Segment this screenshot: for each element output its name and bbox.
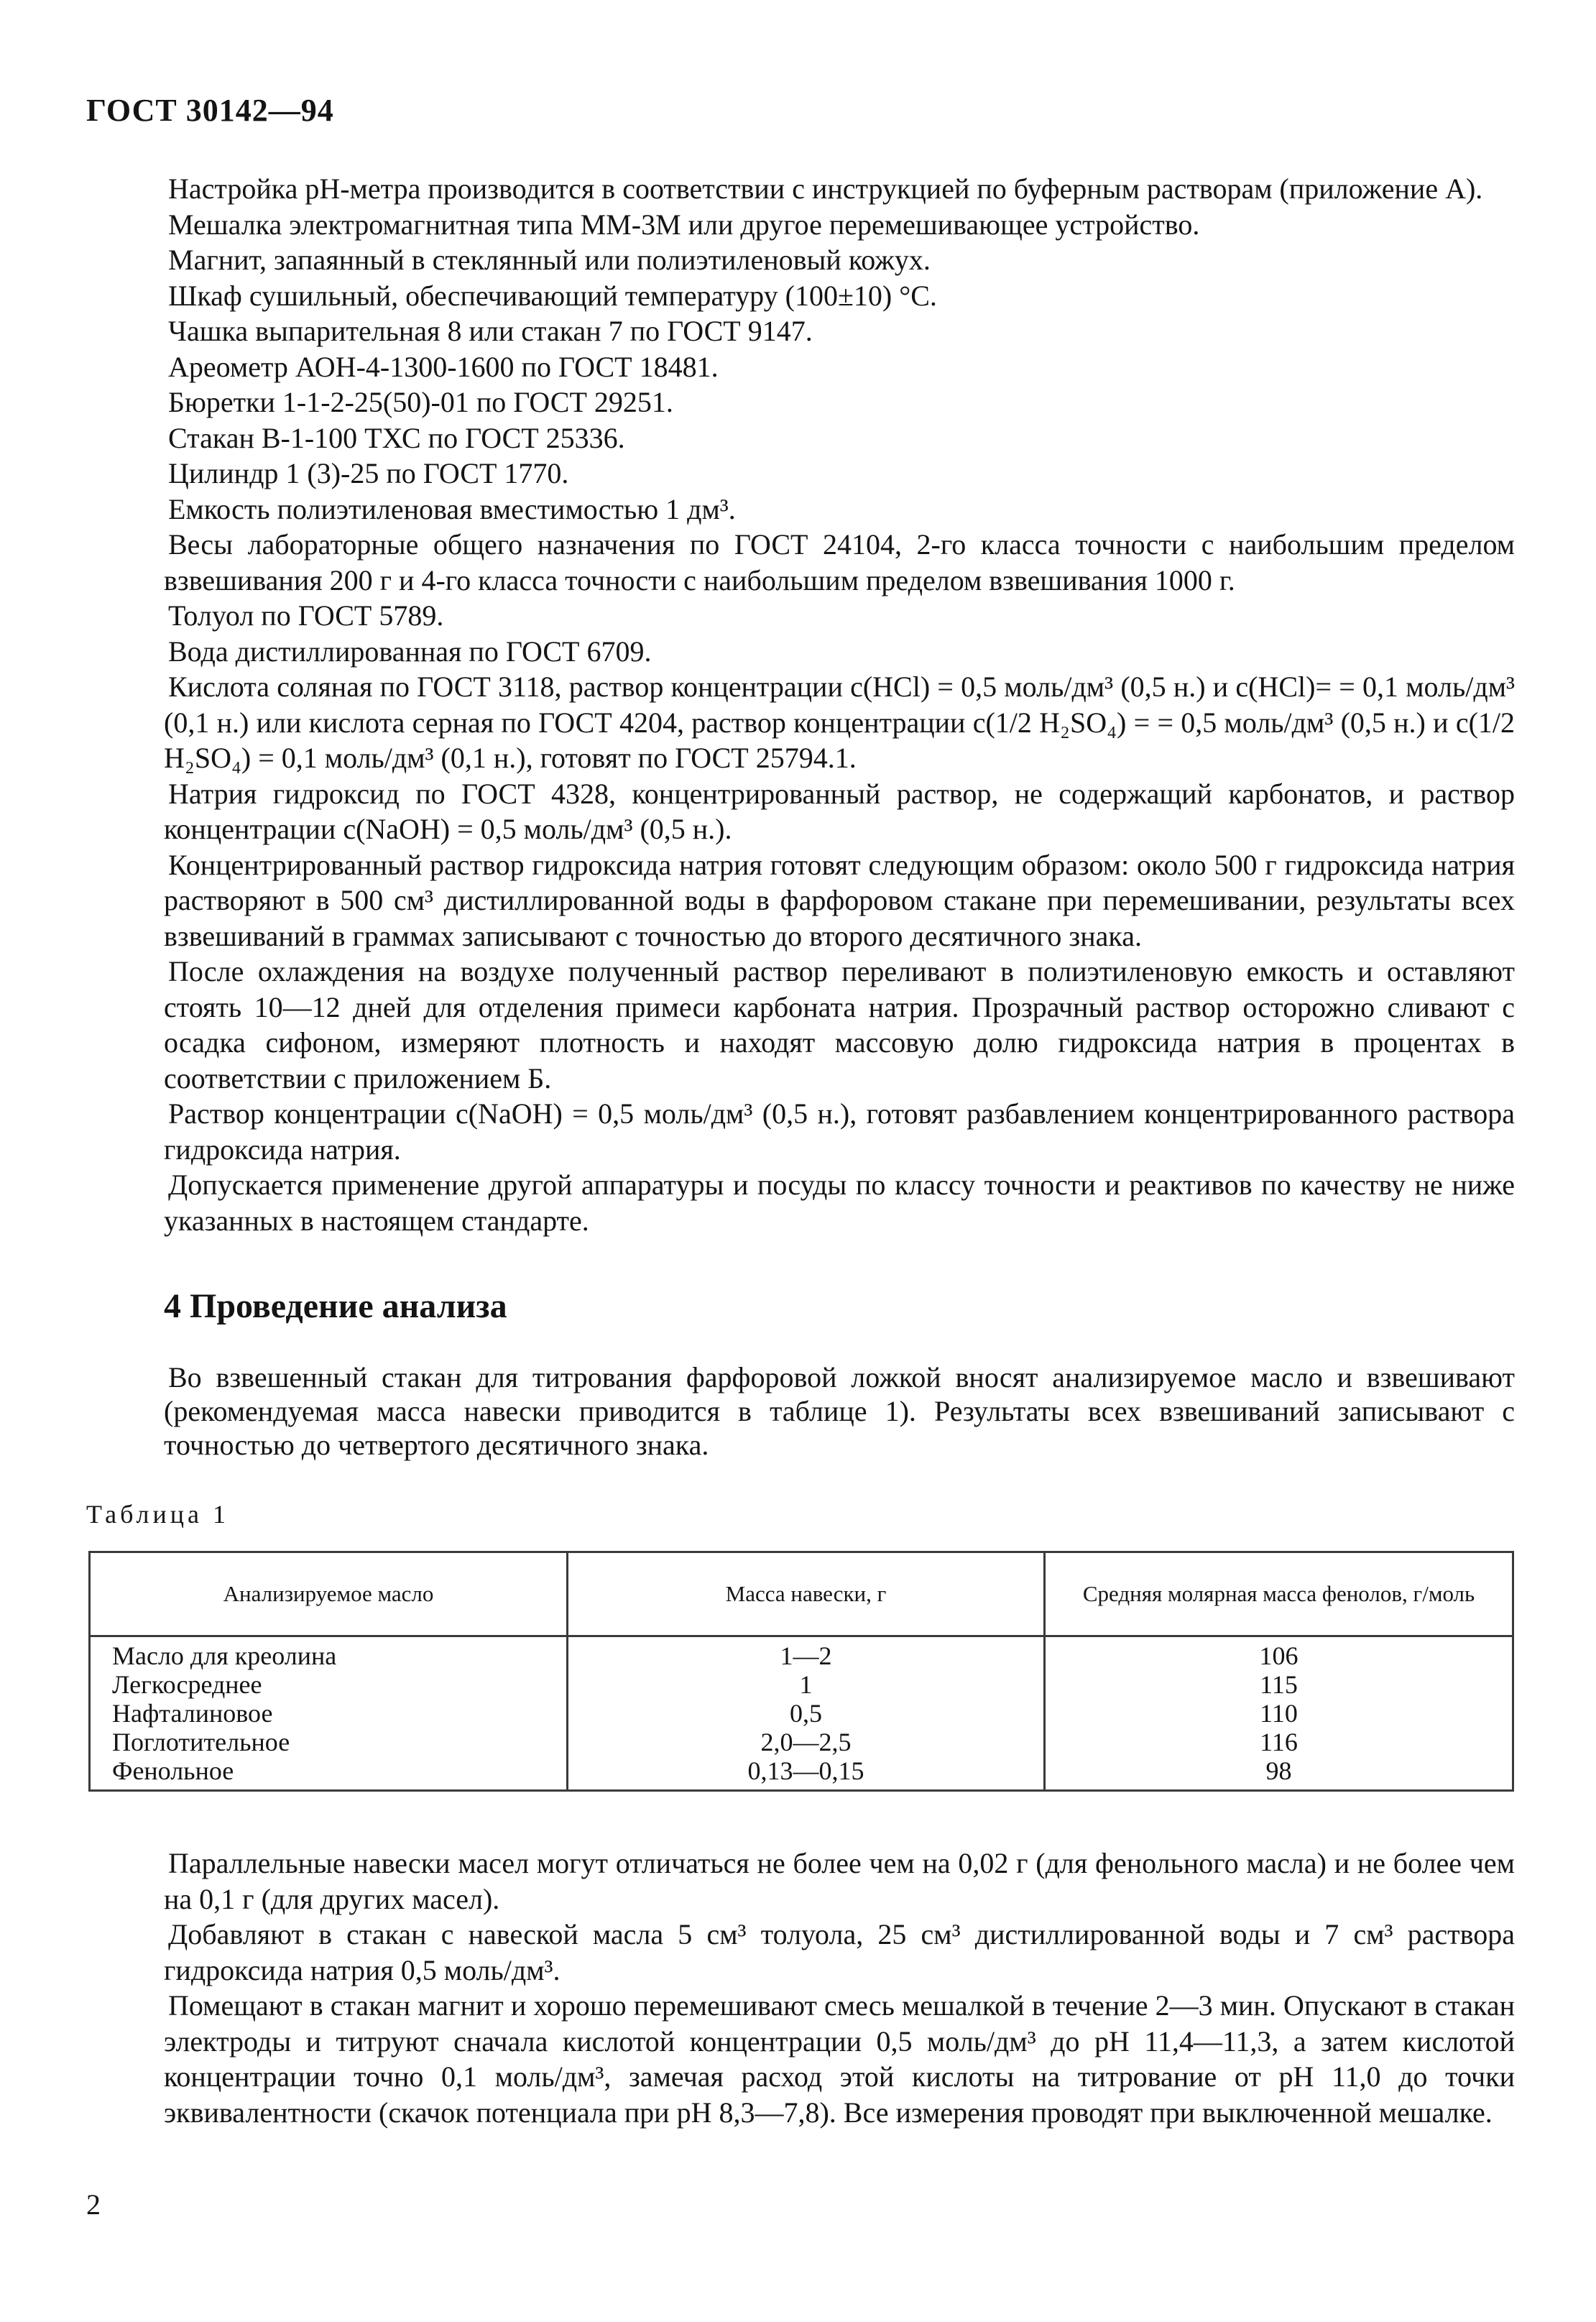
table-row — [90, 1699, 1513, 1728]
table-caption: Таблица 1 — [86, 1500, 229, 1529]
cell-oil: Масло для креолина — [90, 1636, 568, 1671]
paragraph: Концентрированный раствор гидроксида натрия готовят следующим образом: около 500 г гидроксида натрия растворяют в 500 см³ дистиллированной воды в фарфоровом стакане при перемешивании, результаты всех взвешиваний в граммах записывают с точностью до второго десятичного знака. — [164, 848, 1515, 952]
cell-molar-mass: 116 — [1045, 1728, 1513, 1756]
paragraph: Помещают в стакан магнит и хорошо перемешивают смесь мешалкой в течение 2—3 мин. Опускают в стакан электроды и титруют сначала кислотой концентрации 0,5 моль/дм³ до pH 11,4—11,3, а затем кислотой концентрации точно 0,1 моль/дм³, замечая расход этой кислоты на титрование от pH 11,0 до точки эквивалентности (скачок потенциала при pH 8,3—7,8). Все измерения проводят при выключенной мешалке. — [164, 1989, 1515, 2129]
procedure-text — [164, 1846, 1515, 2130]
cell-oil: Легкосреднее — [90, 1670, 568, 1699]
analysis-intro-text — [164, 1360, 1515, 1462]
equipment-and-reagents-text — [164, 171, 1515, 1238]
paragraph: Шкаф сушильный, обеспечивающий температуру (100±10) °С. — [168, 279, 937, 312]
table-row — [90, 1670, 1513, 1699]
cell-oil: Нафталиновое — [90, 1699, 568, 1728]
page-number: 2 — [86, 2188, 101, 2221]
paragraph: Раствор концентрации c(NaOH) = 0,5 моль/дм³ (0,5 н.), готовят разбавлением концентрированного раствора гидроксида натрия. — [164, 1097, 1515, 1166]
cell-sample-mass: 1 — [568, 1670, 1045, 1699]
document-code: ГОСТ 30142—94 — [86, 93, 334, 128]
table-header-row — [90, 1552, 1513, 1636]
paragraph: Кислота соляная по ГОСТ 3118, раствор концентрации c(HCl) = 0,5 моль/дм³ (0,5 н.) и c(HCl)= = 0,1 моль/дм³ (0,1 н.) или кислота серная по ГОСТ 4204, раствор концентрации c(1/2 H₂SO₄) = = 0,5 моль/дм³ (0,5 н.) и c(1/2 H₂SO₄) = 0,1 моль/дм³ (0,1 н.), готовят по ГОСТ 25794.1. — [164, 671, 1516, 774]
cell-sample-mass: 2,0—2,5 — [568, 1728, 1045, 1756]
cell-molar-mass: 98 — [1045, 1756, 1513, 1791]
paragraph: Бюретки 1-1-2-25(50)-01 по ГОСТ 29251. — [168, 386, 673, 418]
paragraph: Добавляют в стакан с навеской масла 5 см³ толуола, 25 см³ дистиллированной воды и 7 см³ раствора гидроксида натрия 0,5 моль/дм³. — [164, 1918, 1515, 1986]
cell-molar-mass: 115 — [1045, 1670, 1513, 1699]
paragraph: После охлаждения на воздухе полученный раствор переливают в полиэтиленовую емкость и оставляют стоять 10—12 дней для отделения примеси карбоната натрия. Прозрачный раствор осторожно сливают с осадка сифоном, измеряют плотность и находят массовую долю гидроксида натрия в процентах в соответствии с приложением Б. — [164, 955, 1515, 1095]
section-heading: 4 Проведение анализа — [164, 1287, 507, 1325]
table-row — [90, 1728, 1513, 1756]
cell-oil: Поглотительное — [90, 1728, 568, 1756]
header-sample-mass: Масса навески, г — [568, 1552, 1045, 1636]
paragraph: Натрия гидроксид по ГОСТ 4328, концентрированный раствор, не содержащий карбонатов, и раствор концентрации c(NaOH) = 0,5 моль/дм³ (0,5 н.). — [164, 777, 1515, 845]
paragraph: Параллельные навески масел могут отличаться не более чем на 0,02 г (для фенольного масла) и не более чем на 0,1 г (для других масел). — [164, 1847, 1515, 1915]
paragraph: Настройка pH-метра производится в соответствии с инструкцией по буферным растворам (приложение А). — [168, 172, 1483, 205]
paragraph: Ареометр АОН-4-1300-1600 по ГОСТ 18481. — [168, 350, 719, 383]
cell-molar-mass: 110 — [1045, 1699, 1513, 1728]
cell-oil: Фенольное — [90, 1756, 568, 1791]
paragraph: Цилиндр 1 (3)-25 по ГОСТ 1770. — [168, 457, 569, 489]
cell-sample-mass: 0,5 — [568, 1699, 1045, 1728]
cell-sample-mass: 0,13—0,15 — [568, 1756, 1045, 1791]
paragraph: Во взвешенный стакан для титрования фарфоровой ложкой вносят анализируемое масло и взвешивают (рекомендуемая масса навески приводится в таблице 1). Результаты всех взвешиваний записывают с точностью до четвертого десятичного знака. — [164, 1361, 1515, 1461]
paragraph: Емкость полиэтиленовая вместимостью 1 дм³. — [168, 492, 736, 525]
paragraph: Допускается применение другой аппаратуры и посуды по классу точности и реактивов по качеству не ниже указанных в настоящем стандарте. — [164, 1169, 1515, 1237]
paragraph: Толуол по ГОСТ 5789. — [168, 599, 444, 632]
oil-sample-table — [88, 1551, 1514, 1792]
header-oil: Анализируемое масло — [90, 1552, 568, 1636]
cell-sample-mass: 1—2 — [568, 1636, 1045, 1671]
paragraph: Магнит, запаянный в стеклянный или полиэтиленовый кожух. — [168, 244, 931, 276]
paragraph: Весы лабораторные общего назначения по ГОСТ 24104, 2-го класса точности с наибольшим пределом взвешивания 200 г и 4-го класса точности с наибольшим пределом взвешивания 1000 г. — [164, 528, 1515, 596]
paragraph: Мешалка электромагнитная типа ММ-3М или другое перемешивающее устройство. — [168, 208, 1200, 241]
cell-molar-mass: 106 — [1045, 1636, 1513, 1671]
paragraph: Вода дистиллированная по ГОСТ 6709. — [168, 635, 652, 668]
paragraph: Чашка выпарительная 8 или стакан 7 по ГОСТ 9147. — [168, 315, 813, 347]
table-row — [90, 1756, 1513, 1791]
header-molar-mass: Средняя молярная масса фенолов, г/моль — [1045, 1552, 1513, 1636]
table-row — [90, 1636, 1513, 1671]
paragraph: Стакан В-1-100 ТХС по ГОСТ 25336. — [168, 421, 625, 454]
